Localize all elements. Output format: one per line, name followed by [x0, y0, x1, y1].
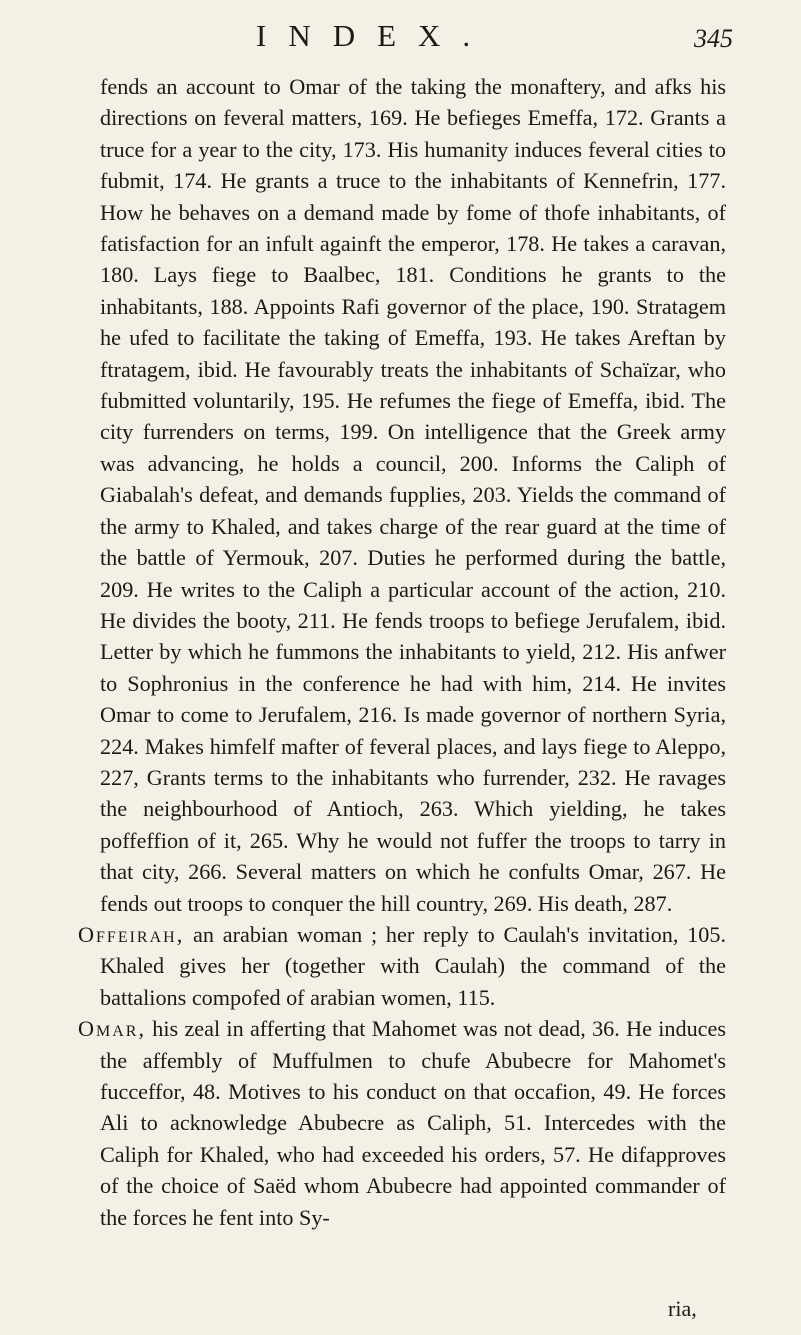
index-entry-omar [78, 1013, 726, 1233]
entry-heading: Offeirah, [78, 921, 185, 947]
entry-text: an arabian woman ; her reply to Caulah's invitation, 105. Khaled gives her (together with Caulah) the command of the battalions compofed of arabian women, 115. [100, 921, 726, 1010]
entry-text: his zeal in afferting that Mahomet was not dead, 36. He induces the affembly of Muffulmen to chufe Abubecre for Mahomet's fucceffor, 48. Motives to his conduct on that occafion, 49. He forces Ali to acknowledge Abubecre as Caliph, 51. Intercedes with the Caliph for Khaled, who had exceeded his orders, 57. He difapproves of the choice of Saëd whom Abubecre had appointed commander of the forces he fent into Sy- [100, 1016, 726, 1230]
catchword: ria, [668, 1296, 697, 1321]
running-head [0, 18, 801, 68]
index-title: INDEX. [256, 18, 493, 53]
entry-text: fends an account to Omar of the taking the monaftery, and afks his directions on feveral matters, 169. He befieges Emeffa, 172. Grants a truce for a year to the city, 173. His humanity induces feveral cities to fubmit, 174. He grants a truce to the inhabitants of Kennefrin, 177. How he behaves on a demand made by fome of thofe inhabitants, of fatisfaction for an infult againft the emperor, 178. He takes a caravan, 180. Lays fiege to Baalbec, 181. Conditions he grants to the inhabitants, 188. Appoints Rafi governor of the place, 190. Stratagem he ufed to facilitate the taking of Emeffa, 193. He takes Areftan by ftratagem, ibid. He favourably treats the inhabitants of Schaïzar, who fubmitted voluntarily, 195. He refumes the fiege of Emeffa, ibid. The city furrenders on terms, 199. On intelligence that the Greek army was advancing, he holds a council, 200. Informs the Caliph of Giabalah's defeat, and demands fupplies, 203. Yields the command of the army to Khaled, and takes charge of the rear guard at the time of the battle of Yermouk, 207. Duties he performed during the battle, 209. He writes to the Caliph a particular account of the action, 210. He divides the booty, 211. He fends troops to befiege Jerufalem, ibid. Letter by which he fummons the inhabitants to yield, 212. His anfwer to Sophronius in the conference he had with him, 214. He invites Omar to come to Jerufalem, 216. Is made governor of northern Syria, 224. Makes himfelf mafter of feveral places, and lays fiege to Aleppo, 227, Grants terms to the inhabitants who furrender, 232. He ravages the neighbourhood of Antioch, 263. Which yielding, he takes poffeffion of it, 265. Why he would not fuffer the troops to tarry in that city, 266. Several matters on which he confults Omar, 267. He fends out troops to conquer the hill country, 269. His death, 287. [100, 74, 726, 916]
page-number: 345 [694, 24, 733, 53]
index-entry-continued [78, 71, 726, 919]
index-body [78, 71, 726, 1233]
entry-heading: Omar, [78, 1016, 147, 1042]
index-entry-offeirah [78, 919, 726, 1013]
